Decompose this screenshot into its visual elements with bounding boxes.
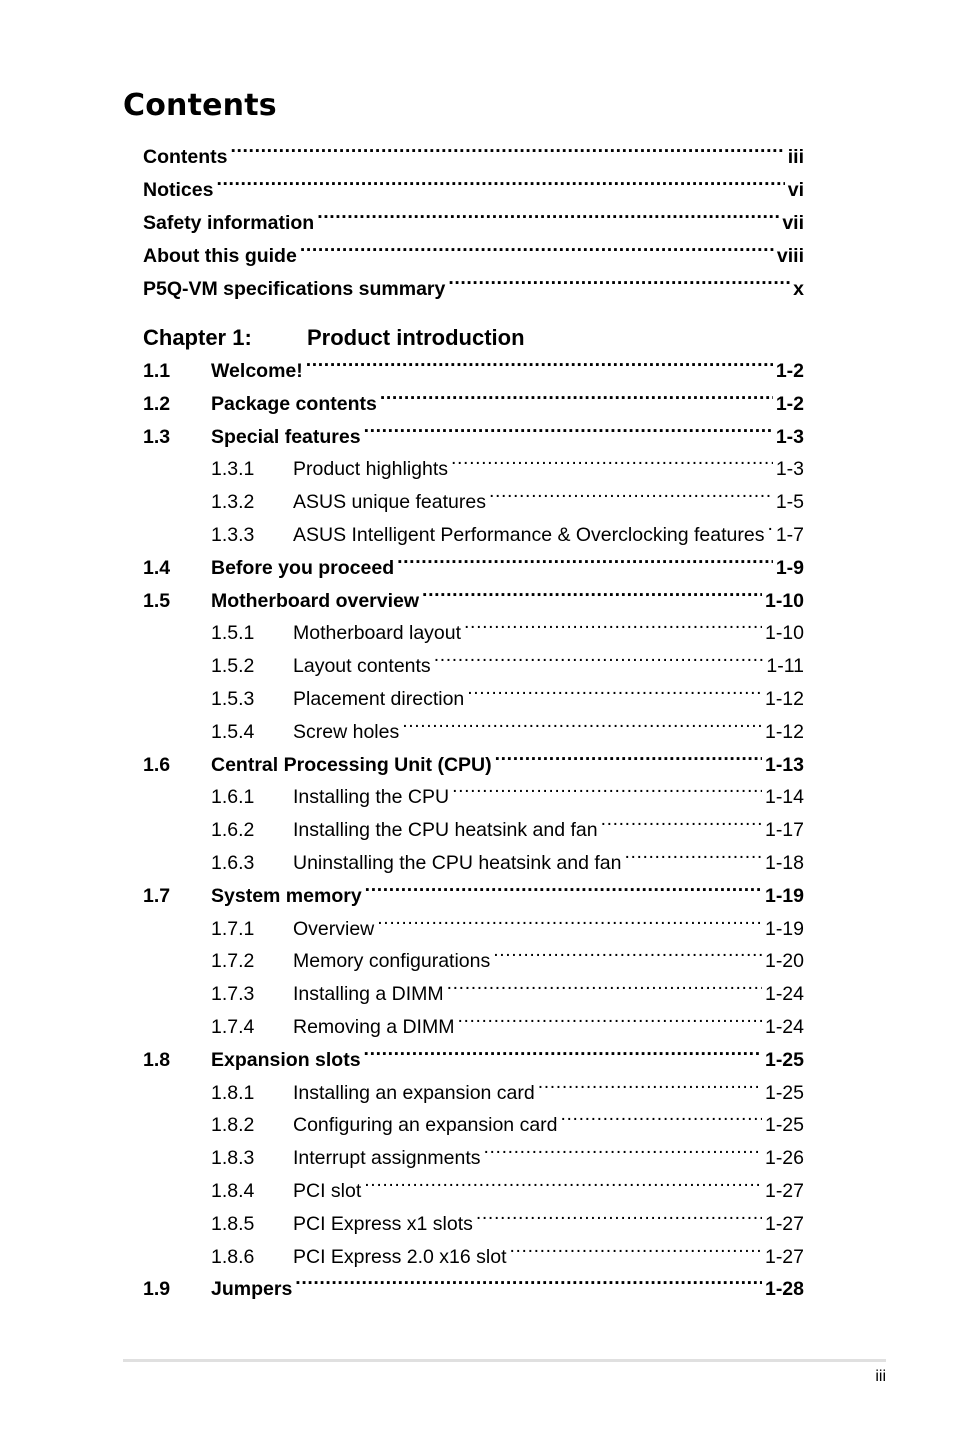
dot-leader — [467, 686, 762, 706]
toc-entry-number: 1.6 — [143, 753, 171, 776]
dot-leader — [364, 1046, 762, 1066]
toc-entry-page: 1-26 — [764, 1147, 804, 1170]
toc-entry-title: Contents — [143, 146, 228, 168]
dot-leader — [510, 1243, 762, 1263]
toc-entry-page: 1-3 — [775, 458, 804, 481]
toc-entry-number: 1.5 — [143, 589, 171, 612]
toc-entry-title: Removing a DIMM — [293, 1016, 455, 1038]
dot-leader — [767, 522, 772, 542]
toc-entry-title: Configuring an expansion card — [293, 1114, 558, 1137]
toc-entry-page: 1-14 — [764, 786, 804, 809]
toc-entry[interactable] — [143, 453, 804, 486]
dot-leader — [402, 718, 762, 738]
toc-entry-page: 1-5 — [775, 491, 804, 514]
toc-entry-title: Product highlights — [293, 458, 449, 481]
dot-leader — [448, 276, 790, 296]
toc-entry-number: 1.7.4 — [211, 1016, 255, 1038]
toc-entry-number: 1.8 — [143, 1048, 171, 1071]
dot-leader — [495, 751, 762, 771]
dot-leader — [489, 489, 773, 509]
dot-leader — [365, 882, 762, 902]
dot-leader — [451, 456, 773, 476]
toc-entry-number: 1.6.2 — [211, 819, 255, 842]
toc-entry[interactable] — [143, 716, 804, 749]
toc-entry-title: Installing an expansion card — [293, 1081, 535, 1104]
toc-entry[interactable] — [143, 781, 804, 814]
toc-entry-page: 1-7 — [775, 524, 804, 546]
toc-entry-number: 1.8.5 — [211, 1212, 255, 1235]
toc-entry-number: 1.7.1 — [211, 917, 255, 940]
toc-entry-page: 1-24 — [764, 1016, 804, 1038]
chapter-number: Chapter 1: — [143, 325, 252, 350]
toc-entry[interactable] — [143, 814, 804, 847]
dot-leader — [306, 358, 773, 378]
toc-entry-number: 1.1 — [143, 360, 171, 382]
toc-entry[interactable] — [143, 1241, 804, 1274]
toc-entry[interactable] — [143, 749, 804, 782]
toc-entry-title: Layout contents — [293, 655, 431, 678]
toc-entry-title: Special features — [211, 425, 361, 448]
toc-entry-title: Jumpers — [211, 1278, 293, 1301]
toc-entry-title: PCI slot — [293, 1180, 362, 1202]
dot-leader — [457, 1014, 762, 1034]
toc-entry-number: 1.3.2 — [211, 491, 255, 514]
toc-entry-number: 1.8.1 — [211, 1081, 255, 1104]
dot-leader — [476, 1210, 762, 1230]
toc-entry[interactable] — [143, 880, 804, 913]
dot-leader — [493, 948, 762, 968]
toc-entry-page: 1-2 — [775, 360, 804, 382]
page-title: Contents — [123, 88, 277, 123]
toc-entry[interactable] — [143, 913, 804, 946]
toc-entry[interactable] — [143, 1142, 804, 1175]
toc-entry-page: 1-10 — [764, 589, 804, 612]
toc-entry-title: Overview — [293, 917, 375, 940]
toc-entry[interactable] — [143, 355, 804, 388]
toc-entry-number: 1.7.3 — [211, 983, 255, 1006]
toc-entry-page: 1-11 — [766, 655, 804, 678]
toc-entry-page: x — [793, 278, 804, 300]
toc-entry-page: 1-9 — [775, 556, 804, 579]
footer-divider — [123, 1359, 886, 1362]
toc-entry-page: 1-27 — [764, 1180, 804, 1202]
toc-entry-title: Motherboard overview — [211, 589, 420, 612]
toc-entry[interactable] — [143, 617, 804, 650]
toc-entry-page: 1-25 — [764, 1114, 804, 1137]
toc-entry-page: 1-13 — [764, 753, 804, 776]
toc-entry-title: About this guide — [143, 245, 297, 267]
toc-entry-title: Installing the CPU heatsink and fan — [293, 819, 598, 842]
toc-entry-page: vi — [787, 179, 804, 201]
toc-entry[interactable] — [143, 650, 804, 683]
toc-entry-number: 1.8.2 — [211, 1114, 255, 1137]
toc-entry[interactable] — [143, 519, 804, 552]
dot-leader — [624, 850, 762, 870]
toc-entry-number: 1.4 — [143, 556, 171, 579]
toc-entry-page: viii — [776, 245, 804, 267]
toc-entry-number: 1.5.1 — [211, 622, 255, 645]
toc-entry[interactable] — [143, 486, 804, 519]
dot-leader — [447, 981, 762, 1001]
toc-entry[interactable] — [143, 1109, 804, 1142]
toc-entry-title: Memory configurations — [293, 950, 491, 973]
toc-entry[interactable] — [143, 945, 804, 978]
dot-leader — [434, 653, 764, 673]
toc-entry[interactable] — [143, 421, 804, 454]
toc-entry-page: 1-19 — [764, 884, 804, 907]
toc-entry[interactable] — [143, 207, 804, 240]
dot-leader — [317, 210, 779, 230]
toc-entry-title: Central Processing Unit (CPU) — [211, 753, 492, 776]
toc-entry-number: 1.5.3 — [211, 688, 255, 710]
toc-entry[interactable] — [143, 552, 804, 585]
toc-entry[interactable] — [143, 141, 804, 174]
toc-entry-number: 1.5.4 — [211, 720, 255, 743]
toc-entry-title: Before you proceed — [211, 556, 395, 579]
toc-entry-number: 1.2 — [143, 392, 171, 415]
toc-entry-title: ASUS unique features — [293, 491, 486, 514]
toc-entry-page: iii — [787, 146, 804, 168]
toc-entry[interactable] — [143, 273, 804, 306]
toc-entry-page: 1-18 — [764, 852, 804, 874]
dot-leader — [295, 1276, 762, 1296]
toc-entry-title: Interrupt assignments — [293, 1147, 481, 1170]
toc-entry-number: 1.6.3 — [211, 852, 255, 874]
toc-entry-page: 1-2 — [775, 392, 804, 415]
toc-entry-title: Installing the CPU — [293, 786, 450, 809]
toc-entry-page: 1-19 — [764, 917, 804, 940]
toc-entry-number: 1.3.3 — [211, 524, 255, 546]
toc-entry-number: 1.7.2 — [211, 950, 255, 973]
toc-entry[interactable] — [143, 240, 804, 273]
toc-entry-title: P5Q-VM specifications summary — [143, 278, 446, 300]
chapter-heading — [143, 321, 525, 354]
toc-entry-page: 1-24 — [764, 983, 804, 1006]
toc-entry-page: 1-20 — [764, 950, 804, 973]
toc-entry-page: 1-27 — [764, 1212, 804, 1235]
dot-leader — [377, 915, 762, 935]
toc-entry[interactable] — [143, 1208, 804, 1241]
toc-entry-number: 1.6.1 — [211, 786, 255, 809]
toc-entry-page: 1-3 — [775, 425, 804, 448]
dot-leader — [397, 554, 773, 574]
toc-entry-title: ASUS Intelligent Performance & Overclocking features — [293, 524, 765, 546]
toc-entry-title: Motherboard layout — [293, 622, 462, 645]
dot-leader — [364, 423, 773, 443]
dot-leader — [216, 177, 784, 197]
toc-entry-page: 1-10 — [764, 622, 804, 645]
toc-entry[interactable] — [143, 1011, 804, 1044]
toc-entry-number: 1.8.6 — [211, 1245, 255, 1268]
toc-entry-number: 1.3 — [143, 425, 171, 448]
toc-entry-title: Placement direction — [293, 688, 465, 710]
toc-entry-title: Safety information — [143, 212, 315, 234]
toc-entry-title: System memory — [211, 884, 362, 907]
dot-leader — [538, 1079, 762, 1099]
toc-entry-page: 1-12 — [764, 720, 804, 743]
toc-entry-title: Welcome! — [211, 360, 303, 382]
toc-entry-page: vii — [782, 212, 804, 234]
dot-leader — [300, 243, 774, 263]
toc-entry-page: 1-28 — [764, 1278, 804, 1301]
dot-leader — [484, 1145, 762, 1165]
dot-leader — [422, 587, 762, 607]
toc-entry[interactable] — [143, 978, 804, 1011]
toc-entry[interactable] — [143, 585, 804, 618]
toc-entry-title: PCI Express x1 slots — [293, 1212, 473, 1235]
dot-leader — [452, 784, 762, 804]
dot-leader — [231, 144, 785, 164]
toc-entry-title: Installing a DIMM — [293, 983, 444, 1006]
toc-entry[interactable] — [143, 388, 804, 421]
dot-leader — [364, 1178, 762, 1198]
footer-page-number: iii — [875, 1368, 886, 1385]
toc-entry-number: 1.5.2 — [211, 655, 255, 678]
toc-entry-title: Screw holes — [293, 720, 400, 743]
toc-entry-number: 1.9 — [143, 1278, 171, 1301]
toc-entry-title: Package contents — [211, 392, 377, 415]
toc-entry-page: 1-27 — [764, 1245, 804, 1268]
toc-entry-number: 1.3.1 — [211, 458, 255, 481]
toc-entry-title: Uninstalling the CPU heatsink and fan — [293, 852, 622, 874]
toc-entry[interactable] — [143, 1077, 804, 1110]
toc-entry-title: PCI Express 2.0 x16 slot — [293, 1245, 507, 1268]
toc-entry[interactable] — [143, 1175, 804, 1208]
toc-entry[interactable] — [143, 1273, 804, 1306]
toc-entry-page: 1-12 — [764, 688, 804, 710]
toc-entry-page: 1-25 — [764, 1081, 804, 1104]
toc-entry-number: 1.7 — [143, 884, 171, 907]
toc-entry-page: 1-25 — [764, 1048, 804, 1071]
toc-entry-page: 1-17 — [764, 819, 804, 842]
toc-entry[interactable] — [143, 683, 804, 716]
toc-entry-title: Expansion slots — [211, 1048, 361, 1071]
chapter-title: Product introduction — [307, 325, 525, 350]
toc-entry[interactable] — [143, 174, 804, 207]
toc-entry-number: 1.8.4 — [211, 1180, 255, 1202]
dot-leader — [464, 620, 762, 640]
dot-leader — [601, 817, 762, 837]
toc-entry-title: Notices — [143, 179, 214, 201]
toc-entry-number: 1.8.3 — [211, 1147, 255, 1170]
toc-entry[interactable] — [143, 847, 804, 880]
dot-leader — [561, 1112, 762, 1132]
dot-leader — [380, 390, 773, 410]
toc-entry[interactable] — [143, 1044, 804, 1077]
